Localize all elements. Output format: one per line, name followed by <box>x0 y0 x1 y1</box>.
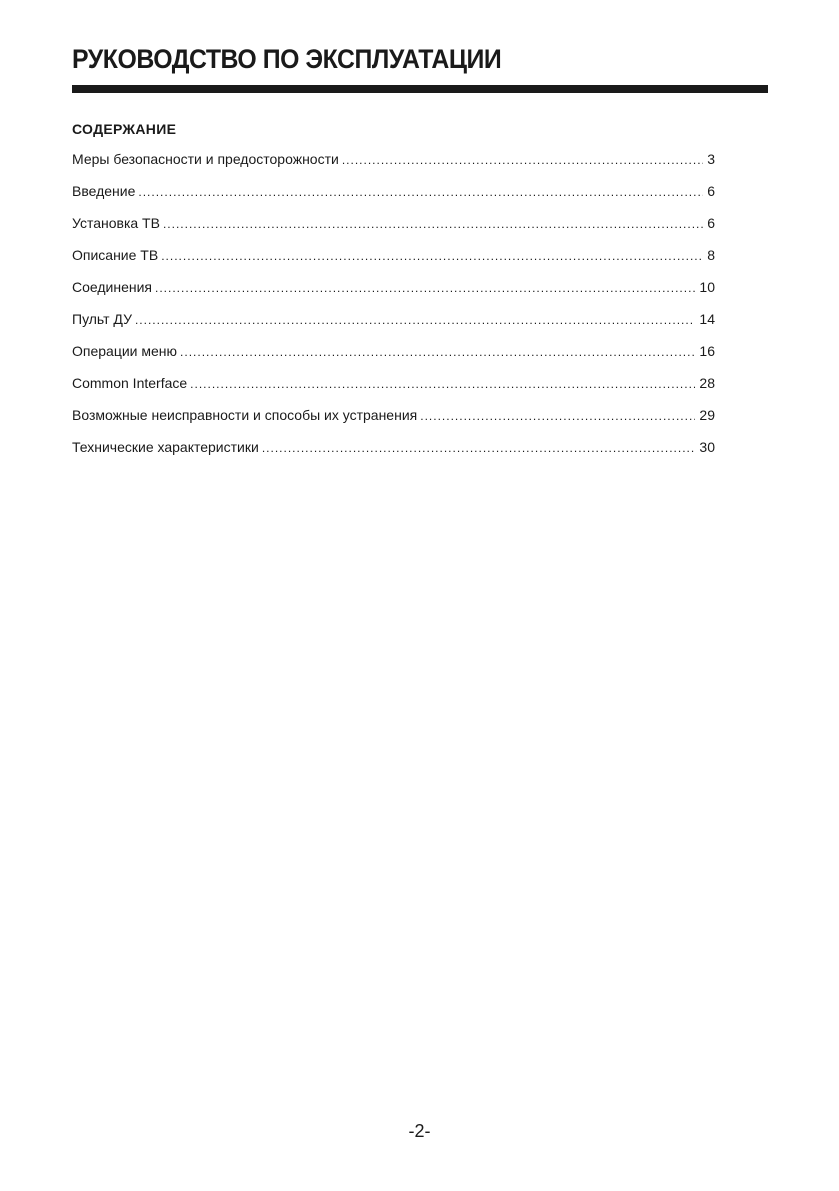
title-rule <box>72 85 768 93</box>
dot-leader <box>138 186 703 198</box>
toc-entry-page: 14 <box>699 311 715 327</box>
toc-entry-label: Common Interface <box>72 375 188 391</box>
dot-leader <box>161 250 703 262</box>
toc-entry-label: Возможные неисправности и способы их устранения <box>72 407 418 423</box>
dot-leader <box>155 282 695 294</box>
toc-entry-label: Операции меню <box>72 343 178 359</box>
toc-entry-safety[interactable] <box>72 152 715 184</box>
toc-entry-page: 10 <box>699 279 715 295</box>
dot-leader <box>163 218 703 230</box>
toc-entry-label: Описание ТВ <box>72 247 159 263</box>
toc-heading: СОДЕРЖАНИЕ <box>72 121 177 137</box>
toc-entry-introduction[interactable] <box>72 184 715 216</box>
dot-leader <box>135 314 695 326</box>
toc-entry-description[interactable] <box>72 248 715 280</box>
toc-entry-label: Меры безопасности и предосторожности <box>72 151 339 167</box>
toc-entry-label: Установка ТВ <box>72 215 160 231</box>
toc-entry-label: Технические характеристики <box>72 439 259 455</box>
toc-entry-page: 30 <box>699 439 715 455</box>
toc-entry-page: 29 <box>699 407 715 423</box>
toc-entry-menu-operations[interactable] <box>72 344 715 376</box>
dot-leader <box>420 410 695 422</box>
toc-entry-label: Соединения <box>72 279 153 295</box>
toc-entry-page: 6 <box>707 215 715 231</box>
page-number: -2- <box>408 1121 431 1141</box>
toc-entry-page: 16 <box>699 343 715 359</box>
toc-entry-page: 3 <box>707 151 715 167</box>
toc-entry-common-interface[interactable] <box>72 376 715 408</box>
dot-leader <box>262 442 696 454</box>
toc-entry-page: 28 <box>699 375 715 391</box>
toc-entry-page: 8 <box>707 247 715 263</box>
table-of-contents <box>72 152 715 472</box>
toc-entry-label: Введение <box>72 183 136 199</box>
toc-entry-connections[interactable] <box>72 280 715 312</box>
toc-entry-specifications[interactable] <box>72 440 715 472</box>
toc-entry-remote[interactable] <box>72 312 715 344</box>
toc-entry-installation[interactable] <box>72 216 715 248</box>
dot-leader <box>190 378 695 390</box>
dot-leader <box>342 154 703 166</box>
toc-entry-page: 6 <box>707 183 715 199</box>
toc-entry-label: Пульт ДУ <box>72 311 132 327</box>
dot-leader <box>180 346 695 358</box>
toc-entry-troubleshooting[interactable] <box>72 408 715 440</box>
page-title: РУКОВОДСТВО ПО ЭКСПЛУАТАЦИИ <box>72 44 502 74</box>
